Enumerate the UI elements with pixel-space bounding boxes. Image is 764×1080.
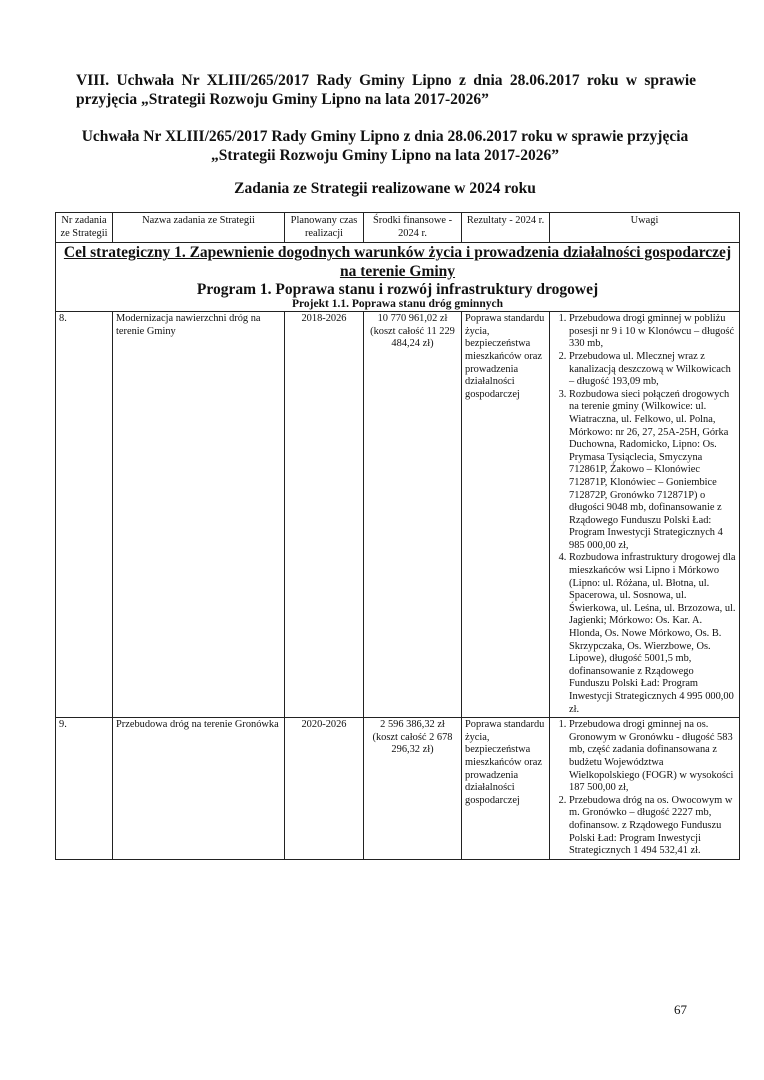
table-caption: Zadania ze Strategii realizowane w 2024 roku [234,180,536,197]
task-name: Przebudowa dróg na terenie Gronówka [113,718,285,860]
note-item: 4. Rozbudowa infrastruktury drogowej dla mieszkańców wsi Lipno i Mórkowo (Lipno: ul. Różana, ul. Błotna, ul. Spacerowa, ul. Sosnowa, ul. Świerkowa, ul. Leśna, ul. Brzozowa, ul. Jagienki; Mórkowo: Os. Kar. A. Hlonda, Os. Nowe Mórkowo, Os. B. Skrzypczaka, Os. Wierzbowe, Os. Lipowe), długość 5001,5 mb, dofinansowanie z Rządowego Funduszu Polski Ład: Program Inwestycji Strategicznych 4 995 000,00 zł. [569,552,736,716]
note-item: 1. Przebudowa drogi gminnej na os. Gronowym w Gronówku - długość 583 mb, część zadania dofinansowana z budżetu Województwa Wielkopolskiego (FOGR) w wysokości 187 500,00 zł, [569,719,736,795]
task-number: 9. [56,718,113,860]
note-item: 3. Rozbudowa sieci połączeń drogowych na terenie gminy (Wilkowice: ul. Wiatraczna, ul. Felkowo, ul. Polna, Mórkowo: nr 26, 27, 25A-25H, Górka Duchowna, Radomicko, Lipno: Os. Prymasa Tysiąclecia, Smyczyna 712861P, Żakowo – Klonówiec 712871P, Klonówiec – Goniembice 712872P, Gronówko 712871P) o długości 9048 mb, dofinansowanie z Rządowego Funduszu Polski Ład: Program Inwestycji Strategicznych 4 985 000,00 zł, [569,389,736,553]
task-name: Modernizacja nawierzchni dróg na terenie Gminy [113,312,285,718]
section-heading: VIII. Uchwała Nr XLIII/265/2017 Rady Gminy Lipno z dnia 28.06.2017 roku w sprawie przyjęcia „Strategii Rozwoju Gminy Lipno na lata 2017-2026” [76,72,696,108]
column-header: Rezultaty - 2024 r. [462,213,550,243]
column-header: Uwagi [550,213,740,243]
column-header: Środki finansowe - 2024 r. [364,213,462,243]
note-item: 2. Przebudowa ul. Mlecznej wraz z kanalizacją deszczową w Wilkowicach – długość 193,09 mb, [569,351,736,389]
program-title: Program 1. Poprawa stanu i rozwój infrastruktury drogowej [196,281,599,299]
column-header: Nazwa zadania ze Strategii [113,213,285,243]
note-item: 1. Przebudowa drogi gminnej w pobliżu posesji nr 9 i 10 w Klonówcu – długość 330 mb, [569,313,736,351]
task-period: 2020-2026 [285,718,364,860]
column-header: Planowany czas realizacji [285,213,364,243]
project-title: Projekt 1.1. Poprawa stanu dróg gminnych [292,298,503,311]
task-period: 2018-2026 [285,312,364,718]
task-notes [550,312,740,718]
column-header: Nr zadania ze Strategii [56,213,113,243]
task-result: Poprawa standardu życia, bezpieczeństwa mieszkańców oraz prowadzenia działalności gospodarczej [462,718,550,860]
task-notes [550,718,740,860]
goal-row [56,243,740,312]
strategic-goal: Cel strategiczny 1. Zapewnienie dogodnych warunków życia i prowadzenia działalności gospodarczej na terenie Gminy [63,244,732,280]
task-funds: 2 596 386,32 zł (koszt całość 2 678 296,32 zł) [364,718,462,860]
page-number: 67 [674,1002,687,1017]
task-result: Poprawa standardu życia, bezpieczeństwa mieszkańców oraz prowadzenia działalności gospodarczej [462,312,550,718]
table-row [56,312,740,718]
tasks-table [55,212,740,860]
table-row [56,718,740,860]
task-number: 8. [56,312,113,718]
table-header-row [56,213,740,243]
task-funds: 10 770 961,02 zł (koszt całość 11 229 484,24 zł) [364,312,462,718]
resolution-title: Uchwała Nr XLIII/265/2017 Rady Gminy Lipno z dnia 28.06.2017 roku w sprawie przyjęcia „Strategii Rozwoju Gminy Lipno na lata 2017-2026” [81,128,689,164]
note-item: 2. Przebudowa dróg na os. Owocowym w m. Gronówko – długość 2227 mb, dofinansow. z Rządowego Funduszu Polski Ład: Program Inwestycji Strategicznych 1 494 532,41 zł. [569,795,736,858]
